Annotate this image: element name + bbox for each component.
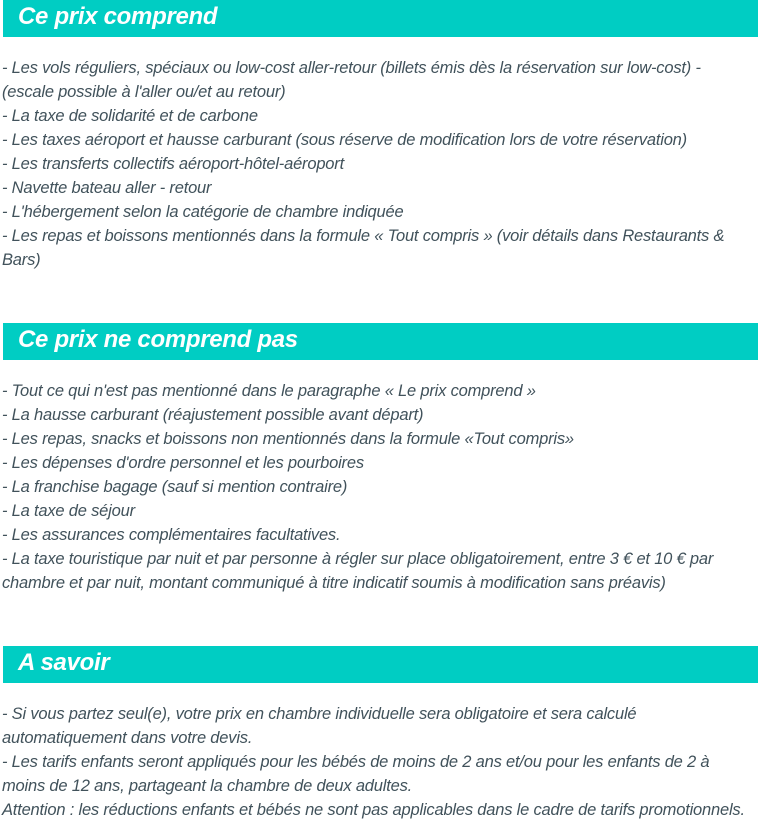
section-price-includes bbox=[2, 0, 758, 272]
section-header-price-includes bbox=[3, 0, 758, 37]
section-body-good-to-know bbox=[2, 702, 758, 822]
price-detail-line: - L'hébergement selon la catégorie de chambre indiquée bbox=[2, 203, 404, 221]
price-detail-line: - Si vous partez seul(e), votre prix en chambre individuelle sera obligatoire et sera calculé automatiquement dans votre devis. bbox=[2, 705, 637, 747]
price-detail-line: - Navette bateau aller - retour bbox=[2, 179, 212, 197]
section-title-good-to-know: A savoir bbox=[18, 649, 110, 676]
section-title-price-includes: Ce prix comprend bbox=[18, 3, 218, 30]
price-detail-line: - Les taxes aéroport et hausse carburant (sous réserve de modification lors de votre réservation) bbox=[2, 131, 687, 149]
price-detail-line: - Les assurances complémentaires facultatives. bbox=[2, 526, 341, 544]
price-detail-line: Attention : les réductions enfants et bébés ne sont pas applicables dans le cadre de tarifs promotionnels. bbox=[2, 801, 745, 819]
section-price-excludes bbox=[2, 323, 758, 595]
price-detail-line: - La hausse carburant (réajustement possible avant départ) bbox=[2, 406, 424, 424]
price-detail-line: - Les dépenses d'ordre personnel et les pourboires bbox=[2, 454, 364, 472]
price-detail-line: - Les repas et boissons mentionnés dans la formule « Tout compris » (voir détails dans Restaurants & Bars) bbox=[2, 227, 725, 269]
section-body-price-includes bbox=[2, 56, 758, 272]
price-detail-line: - La taxe de solidarité et de carbone bbox=[2, 107, 258, 125]
price-detail-line: - Tout ce qui n'est pas mentionné dans le paragraphe « Le prix comprend » bbox=[2, 382, 536, 400]
price-detail-line: - Les repas, snacks et boissons non mentionnés dans la formule «Tout compris» bbox=[2, 430, 574, 448]
price-detail-line: - Les transferts collectifs aéroport-hôtel-aéroport bbox=[2, 155, 344, 173]
price-detail-line: - La franchise bagage (sauf si mention contraire) bbox=[2, 478, 348, 496]
price-detail-line: - La taxe touristique par nuit et par personne à régler sur place obligatoirement, entre 3 € et 10 € par chambre et par nuit, montant communiqué à titre indicatif soumis à modification sans préavis) bbox=[2, 550, 714, 592]
section-header-good-to-know bbox=[3, 646, 758, 683]
price-detail-line: - Les tarifs enfants seront appliqués pour les bébés de moins de 2 ans et/ou pour les enfants de 2 à moins de 12 ans, partageant la chambre de deux adultes. bbox=[2, 753, 710, 795]
section-good-to-know bbox=[2, 646, 758, 822]
price-detail-line: - Les vols réguliers, spéciaux ou low-cost aller-retour (billets émis dès la réservation sur low-cost) - (escale possible à l'aller ou/et au retour) bbox=[2, 59, 701, 101]
section-body-price-excludes bbox=[2, 379, 758, 595]
price-detail-line: - La taxe de séjour bbox=[2, 502, 135, 520]
section-header-price-excludes bbox=[3, 323, 758, 360]
section-title-price-excludes: Ce prix ne comprend pas bbox=[18, 326, 298, 353]
